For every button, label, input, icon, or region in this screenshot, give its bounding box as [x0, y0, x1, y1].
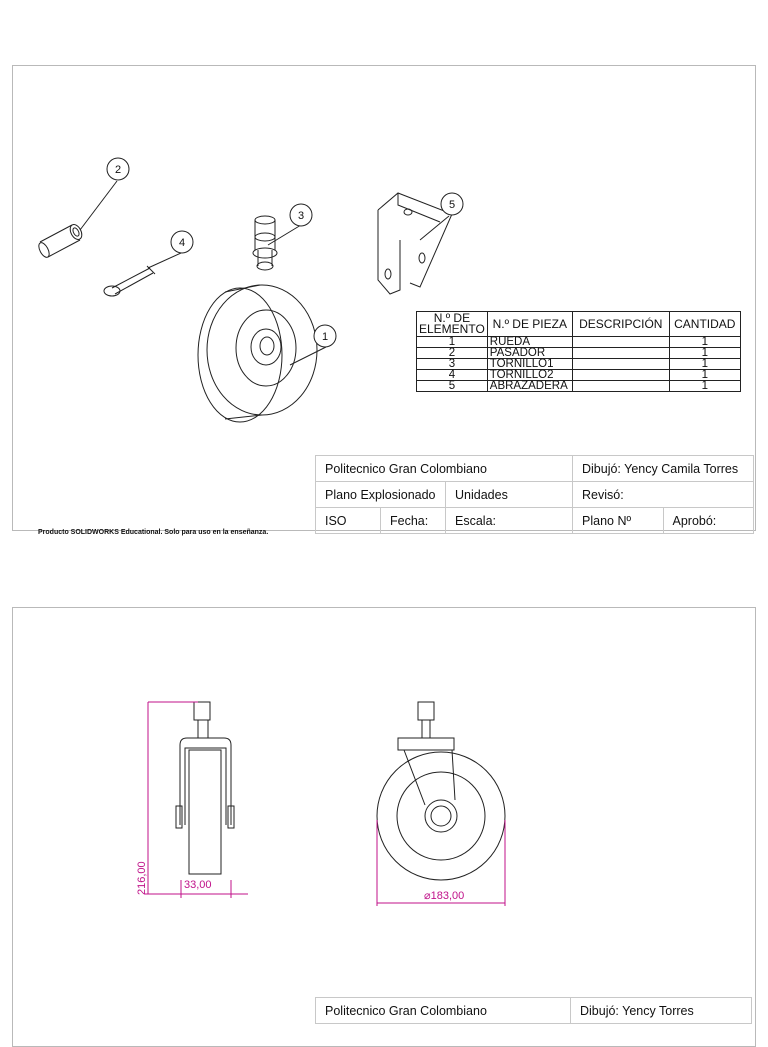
bom-cell-part: TORNILLO1 — [487, 359, 572, 370]
bom-cell-num: 1 — [417, 337, 488, 348]
bom-header-part: N.º DE PIEZA — [487, 312, 572, 337]
part-pasador-drawing — [37, 223, 84, 259]
bom-cell-num: 2 — [417, 348, 488, 359]
table-row — [417, 381, 741, 392]
institution-name: Politecnico Gran Colombiano — [316, 998, 571, 1024]
bill-of-materials-table — [416, 311, 741, 392]
side-view-drawing — [176, 702, 234, 874]
table-row — [417, 370, 741, 381]
drawn-by: Dibujó: Yency Camila Torres — [573, 456, 754, 482]
table-row — [417, 359, 741, 370]
title-block-views — [315, 997, 752, 1024]
date-label: Fecha: — [381, 508, 446, 534]
bom-cell-qty: 1 — [669, 381, 740, 392]
institution-name: Politecnico Gran Colombiano — [316, 456, 573, 482]
part-abrazadera-drawing — [378, 193, 452, 294]
units-label: Unidades — [446, 482, 573, 508]
bom-cell-num: 5 — [417, 381, 488, 392]
bom-cell-desc — [572, 337, 669, 348]
bom-cell-qty: 1 — [669, 370, 740, 381]
diameter-dimension: ⌀183,00 — [424, 890, 465, 902]
bom-cell-desc — [572, 370, 669, 381]
bom-cell-qty: 1 — [669, 337, 740, 348]
bom-cell-desc — [572, 381, 669, 392]
plan-type: Plano Explosionado — [316, 482, 446, 508]
table-row — [417, 348, 741, 359]
front-view-drawing — [377, 702, 505, 880]
balloon-label-3: 3 — [297, 210, 305, 222]
width-dimension: 33,00 — [184, 879, 212, 891]
scale-label: Escala: — [446, 508, 573, 534]
reviewed-by: Revisó: — [573, 482, 754, 508]
part-tornillo2-drawing — [104, 266, 155, 296]
bom-cell-num: 4 — [417, 370, 488, 381]
bom-cell-qty: 1 — [669, 348, 740, 359]
title-block-exploded — [315, 455, 754, 534]
table-row — [417, 337, 741, 348]
bom-cell-part: PASADOR — [487, 348, 572, 359]
plan-number-label: Plano Nº — [573, 508, 664, 534]
educational-note: Producto SOLIDWORKS Educational. Solo para uso en la enseñanza. — [38, 529, 269, 536]
balloon-label-5: 5 — [448, 199, 456, 211]
bom-cell-part: TORNILLO2 — [487, 370, 572, 381]
height-dimension: 216,00 — [136, 861, 148, 895]
bom-cell-desc — [572, 359, 669, 370]
bom-cell-part: RUEDA — [487, 337, 572, 348]
part-rueda-drawing — [198, 285, 317, 422]
balloon-label-2: 2 — [114, 164, 122, 176]
drawn-by: Dibujó: Yency Torres — [571, 998, 752, 1024]
bom-cell-num: 3 — [417, 359, 488, 370]
balloon-label-1: 1 — [321, 331, 329, 343]
bom-cell-qty: 1 — [669, 359, 740, 370]
bom-cell-desc — [572, 348, 669, 359]
bom-header-element: N.º DE ELEMENTO — [417, 312, 488, 337]
approved-by: Aprobó: — [663, 508, 754, 534]
standard-label: ISO — [316, 508, 381, 534]
bom-header-row — [417, 312, 741, 337]
part-tornillo1-drawing — [253, 216, 277, 270]
bom-header-description: DESCRIPCIÓN — [572, 312, 669, 337]
bom-cell-part: ABRAZADERA — [487, 381, 572, 392]
balloon-label-4: 4 — [178, 237, 186, 249]
bom-header-quantity: CANTIDAD — [669, 312, 740, 337]
